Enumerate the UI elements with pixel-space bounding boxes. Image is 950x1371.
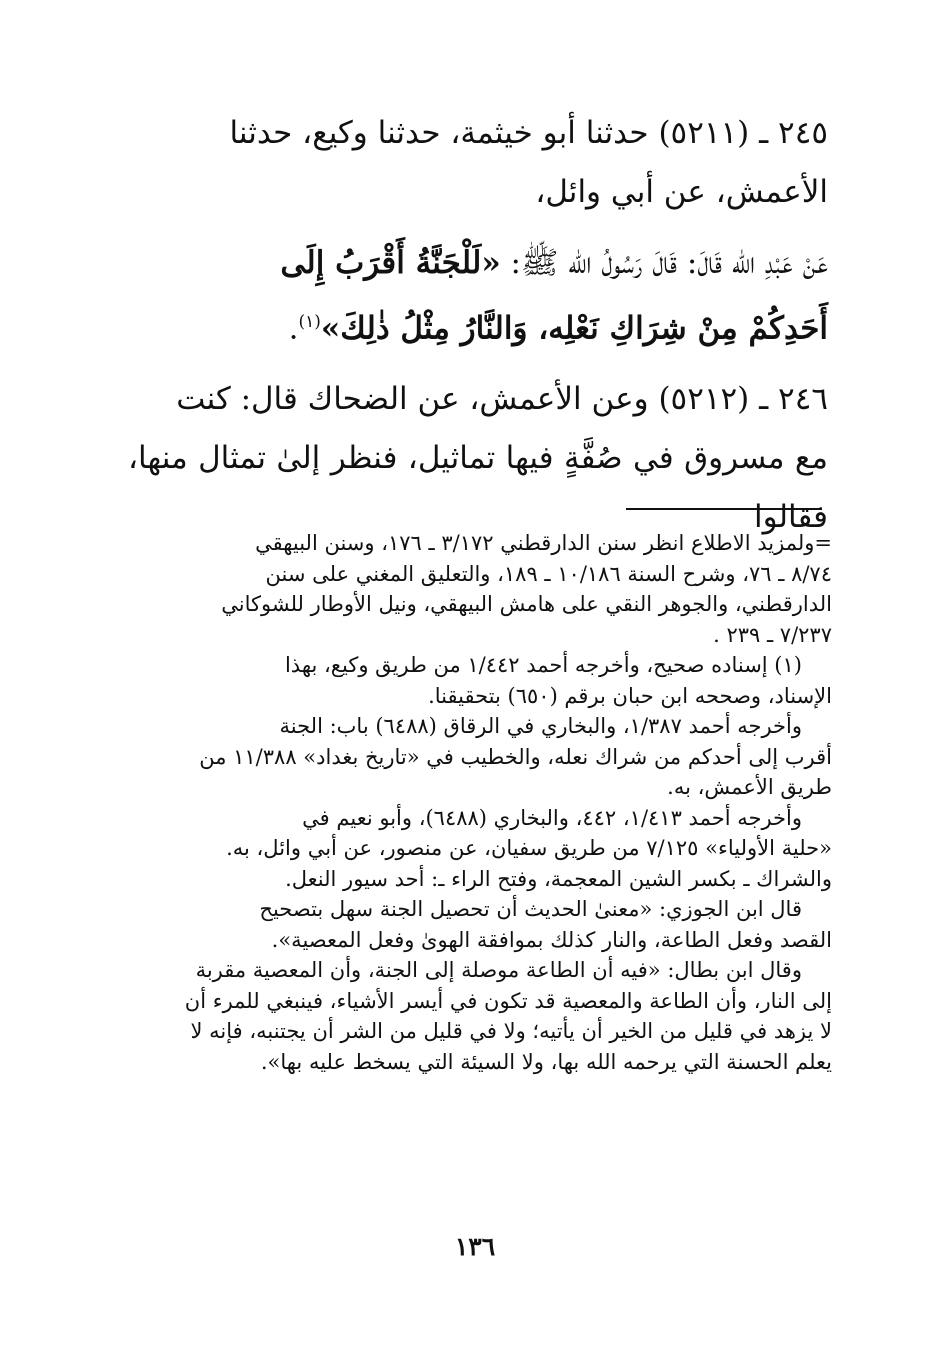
fn4-line1: قال ابن الجوزي: «معنىٰ الحديث أن تحصيل الجنة سهل بتصحيح <box>259 897 802 921</box>
fn4-line2: القصد وفعل الطاعة، والنار كذلك بموافقة الهوىٰ وفعل المعصية». <box>271 927 832 952</box>
page-number: ١٣٦ <box>454 1232 496 1261</box>
fn-cont-line3: الدارقطني، والجوهر النقي على هامش البيهقي، ونيل الأوطار للشوكاني <box>221 592 832 616</box>
hadith-line2-bold: أَحَدِكُمْ مِنْ شِرَاكِ نَعْلِه، وَالنَّارُ مِثْلُ ذٰلِكَ» <box>320 310 828 347</box>
footnote-1 <box>128 650 832 711</box>
entry-246 <box>128 370 828 547</box>
main-text <box>128 104 828 547</box>
fn2-line2: أقرب إلى أحدكم من شراك نعله، والخطيب في «تاريخ بغداد» ١١/٣٨٨ من <box>199 744 832 769</box>
entry-246-line1: ٢٤٦ ـ (٥٢١٢) وعن الأعمش، عن الضحاك قال: كنت <box>176 381 828 418</box>
footnote-para-4 <box>128 894 832 955</box>
footnote-para-2 <box>128 711 832 803</box>
footnote-separator <box>626 508 822 510</box>
hadith-line1-bold: «لَلْجَنَّةُ أَقْرَبُ إِلَى <box>280 245 501 281</box>
hadith-text <box>128 234 828 358</box>
fn2-line1: وأخرجه أحمد ١/٣٨٧، والبخاري في الرقاق (٦٤٨٨) باب: الجنة <box>279 714 802 738</box>
fn2-line3: طريق الأعمش، به. <box>667 775 832 799</box>
footnote-para-3 <box>128 803 832 895</box>
footnote-ref-1: (١) <box>298 312 321 332</box>
fn5-line1: وقال ابن بطال: «فيه أن الطاعة موصلة إلى الجنة، وأن المعصية مقربة <box>195 958 802 982</box>
footnote-para-5 <box>128 955 832 1077</box>
fn3-line2: «حلية الأولياء» ٧/١٢٥ من طريق سفيان، عن منصور، عن أبي وائل، به. <box>226 836 832 860</box>
hadith-line1-plain: عَنْ عَبْدِ الله قَالَ: قَالَ رَسُولُ الله ﷺ: <box>500 245 828 281</box>
fn1-line1: (١) إسناده صحيح، وأخرجه أحمد ١/٤٤٢ من طريق وكيع، بهذا <box>284 653 802 677</box>
entry-245-line1: ٢٤٥ ـ (٥٢١١) حدثنا أبو خيثمة، حدثنا وكيع، حدثنا <box>229 115 828 151</box>
fn3-line1: وأخرجه أحمد ١/٤١٣، ٤٤٢، والبخاري (٦٤٨٨)، وأبو نعيم في <box>302 805 802 830</box>
footnote-continuation <box>128 528 832 650</box>
hadith-line2-end: . <box>288 310 299 347</box>
fn-cont-line1: =ولمزيد الاطلاع انظر سنن الدارقطني ٣/١٧٢ ـ ١٧٦، وسنن البيهقي <box>255 531 832 555</box>
fn1-line2: الإسناد، وصححه ابن حبان برقم (٦٥٠) بتحقيقنا. <box>428 683 832 708</box>
entry-245 <box>128 104 828 222</box>
footnotes <box>128 528 832 1077</box>
fn5-line4: يعلم الحسنة التي يرحمه الله بها، ولا السيئة التي يسخط عليه بها». <box>260 1049 832 1074</box>
entry-245-line2: الأعمش، عن أبي وائل، <box>535 174 828 210</box>
entry-246-line2: مع مسروق في صُفَّةٍ فيها تماثيل، فنظر إلىٰ تمثال منها، فقالوا <box>128 440 828 536</box>
fn-cont-line4: ٧/٢٣٧ ـ ٢٣٩ . <box>713 622 832 647</box>
fn5-line3: لا يزهد في قليل من الخير أن يأتيه؛ ولا في قليل من الشر أن يجتنبه، فإنه لا <box>190 1019 832 1043</box>
fn-cont-line2: ٨/٧٤ ـ ٧٦، وشرح السنة ١٠/١٨٦ ـ ١٨٩، والتعليق المغني على سنن <box>265 561 832 586</box>
fn3-line3: والشراك ـ بكسر الشين المعجمة، وفتح الراء ـ: أحد سيور النعل. <box>285 866 832 891</box>
fn5-line2: إلى النار، وأن الطاعة والمعصية قد تكون في أيسر الأشياء، فينبغي للمرء أن <box>184 988 832 1013</box>
